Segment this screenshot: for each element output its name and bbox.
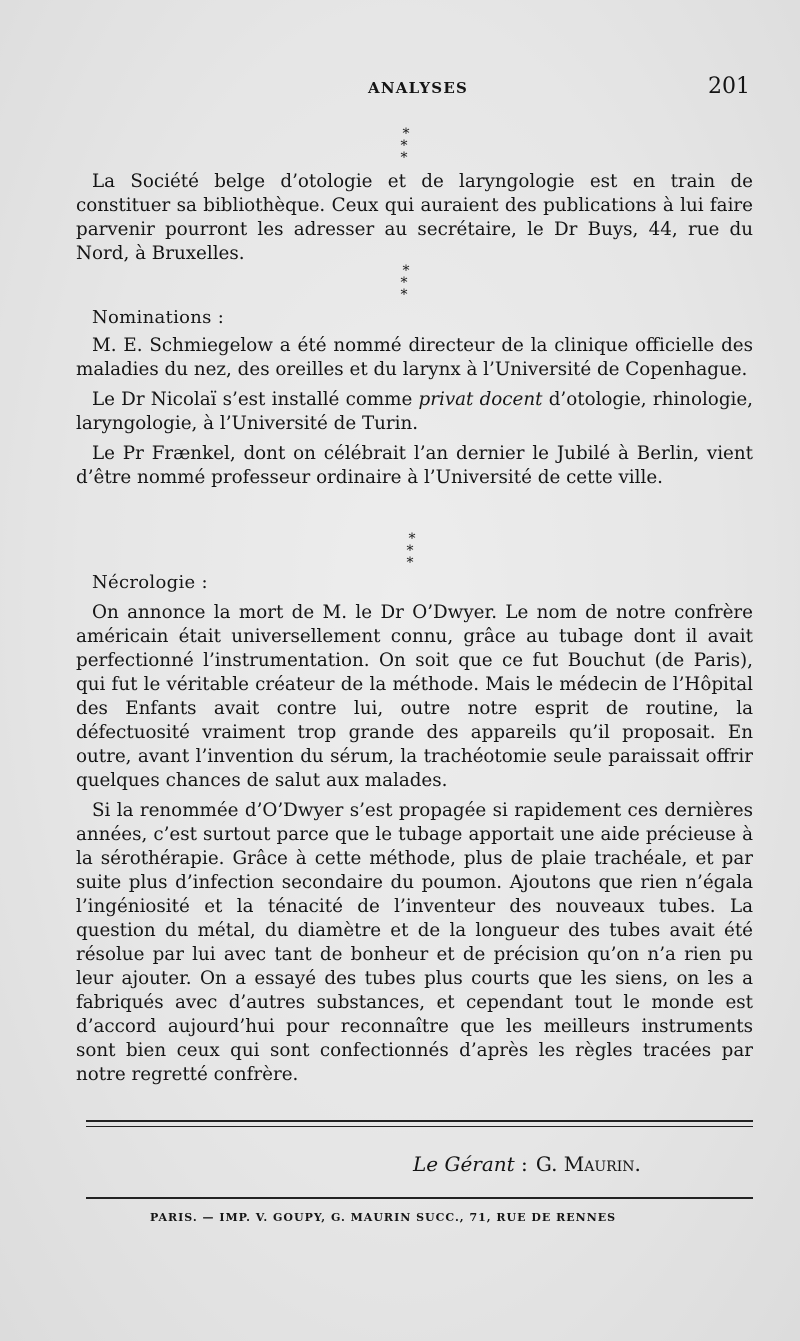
signature-title: Le Gérant xyxy=(413,1152,515,1176)
footer-rule xyxy=(86,1197,753,1199)
nomination-nicolai xyxy=(76,388,753,436)
library-announcement xyxy=(76,170,753,266)
printer-imprint: PARIS. — IMP. V. GOUPY, G. MAURIN SUCC., 71, RUE DE RENNES xyxy=(150,1211,617,1224)
library-paragraph: La Société belge d’otologie et de laryngologie est en train de constituer sa bibliothèque. Ceux qui auraient des publications à lui faire parvenir pourront les adresser au secrétaire, le Dr Buys, 44, rue du Nord, à Bruxelles. xyxy=(76,171,753,264)
nicolai-text-end: d’otologie, rhinologie, laryngologie, à l’Université de Turin. xyxy=(76,389,753,434)
obituary-paragraph-1: On annonce la mort de M. le Dr O’Dwyer. Le nom de notre confrère américain était universellement connu, grâce au tubage dont il avait perfectionné l’instrumentation. On soit que ce fut Bouchut (de Paris), qui fut le véritable créateur de la méthode. Mais le médecin de l’Hôpital des Enfants avait contre lui, outre notre esprit de routine, la défectuosité vraiment trop grande des appareils qu’il proposait. En outre, avant l’invention du sérum, la trachéotomie seule paraissait offrir quelques chances de salut aux malades. xyxy=(76,602,753,791)
section-heading-necrologie: Nécrologie : xyxy=(92,572,208,593)
necrologie-section xyxy=(76,601,753,1087)
page-number: 201 xyxy=(708,74,750,99)
nomination-schmiegelow: M. E. Schmiegelow a été nommé directeur de la clinique officielle des maladies du nez, des oreilles et du larynx à l’Université de Copenhague. xyxy=(76,335,753,380)
running-head: ANALYSES xyxy=(368,79,468,97)
asterism-star-upper: * xyxy=(402,263,410,279)
obituary-paragraph-2: Si la renommée d’O’Dwyer s’est propagée si rapidement ces dernières années, c’est surtout parce que le tubage apportait une aide précieuse à la sérothérapie. Grâce à cette méthode, plus de plaie trachéale, et par suite plus d’infection secondaire du poumon. Ajoutons que rien n’égala l’ingéniosité et la ténacité de l’inventeur des nouveaux tubes. La question du métal, du diamètre et de la longueur des tubes avait été résolue par lui avec tant de bonheur et de précision qu’on n’a rien pu leur ajouter. On a essayé des tubes plus courts que les siens, on les a fabriqués avec d’autres substances, et cependant tout le monde est d’accord aujourd’hui pour reconnaître que les meilleurs instruments sont bien ceux qui sont confectionnés d’après les règles tracées par notre regretté confrère. xyxy=(76,800,753,1085)
asterism-separator xyxy=(386,263,426,303)
section-heading-nominations: Nominations : xyxy=(92,307,225,328)
asterism-separator xyxy=(392,531,432,571)
asterism-star-upper: * xyxy=(402,126,410,142)
asterism-stars-lower: * * xyxy=(400,138,424,166)
asterism-stars-lower: * * xyxy=(400,275,424,303)
manager-signature xyxy=(413,1152,641,1176)
signature-name: G. Maurin. xyxy=(535,1152,641,1176)
double-rule-divider xyxy=(86,1120,753,1127)
privat-docent-term: privat docent xyxy=(418,389,543,410)
nomination-fraenkel: Le Pr Frænkel, dont on célébrait l’an dernier le Jubilé à Berlin, vient d’être nommé professeur ordinaire à l’Université de cette ville. xyxy=(76,443,753,488)
page-header xyxy=(80,74,750,104)
asterism-separator xyxy=(386,126,426,166)
signature-separator: : xyxy=(514,1152,528,1176)
nominations-section xyxy=(76,334,753,490)
asterism-stars-lower: * * xyxy=(406,543,430,571)
asterism-star-upper: * xyxy=(408,531,416,547)
nicolai-text-start: Le Dr Nicolaï s’est installé comme xyxy=(92,389,419,410)
